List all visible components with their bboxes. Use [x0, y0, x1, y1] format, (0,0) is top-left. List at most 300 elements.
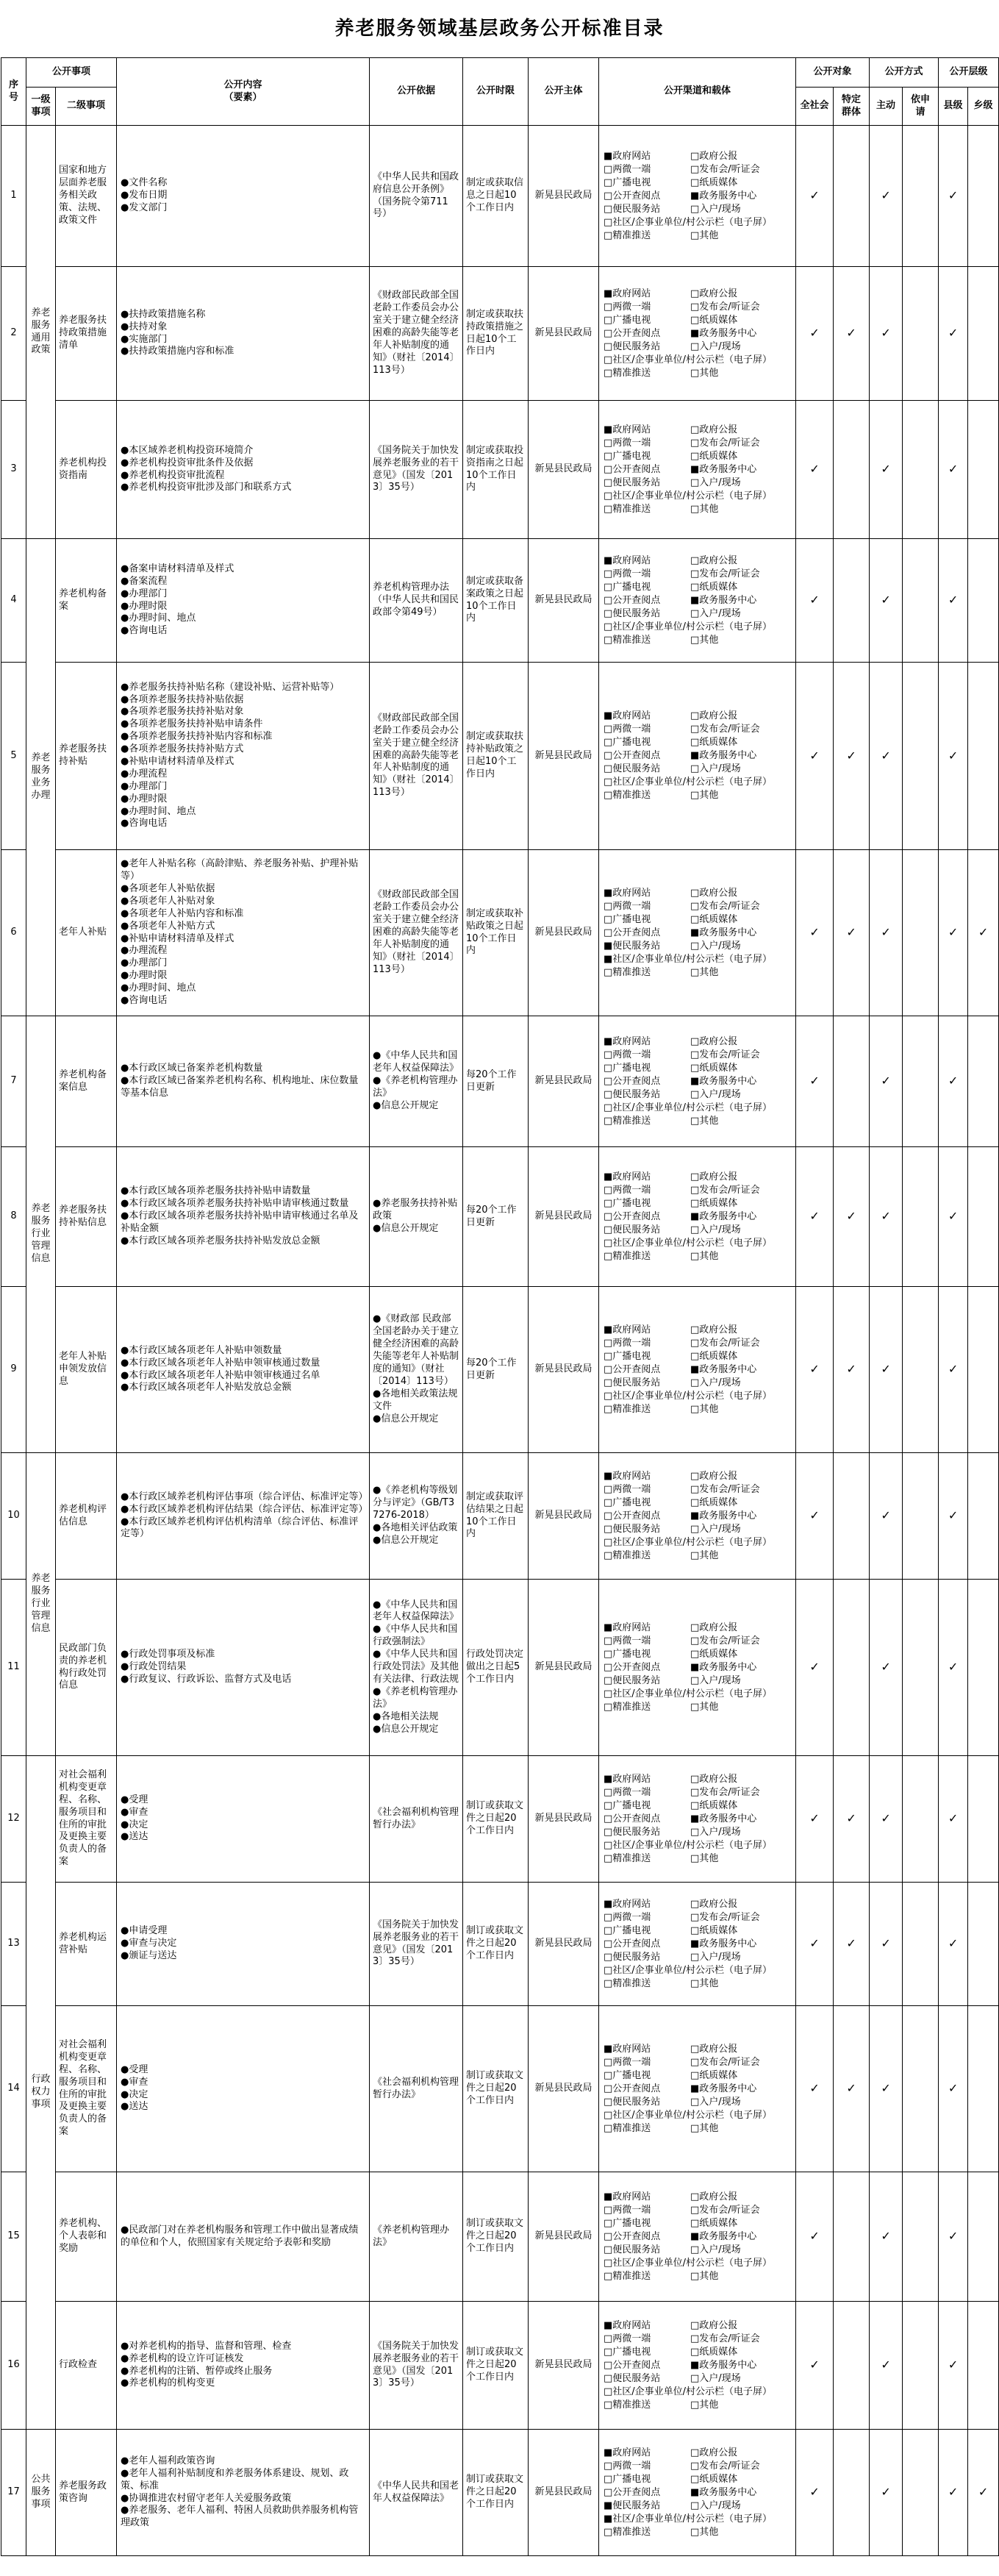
channel-option: □其他: [690, 1250, 719, 1262]
check-on-request: [903, 1580, 939, 1756]
channel-option: □精准推送: [604, 229, 651, 241]
content-element: ●扶持政策措施名称: [121, 308, 206, 320]
channel-option: □政府公报: [690, 2043, 738, 2055]
channel-option: □纸质媒体: [690, 737, 738, 748]
check-township: [968, 401, 999, 539]
content-element: ●本行政区域养老机构评估事项（综合评估、标准评定等）: [121, 1491, 368, 1502]
channel-option: □精准推送: [604, 2270, 651, 2282]
channel-option: □纸质媒体: [690, 1496, 738, 1508]
channel-option: □精准推送: [604, 2526, 651, 2538]
content-element: ●决定: [121, 2088, 148, 2100]
content-element: ●本行政区域各项老年人补贴申领审核通过数量: [121, 1357, 321, 1369]
check-specific-group: ✓: [834, 1287, 870, 1453]
content-element: ●备案流程: [121, 575, 168, 587]
channel-option: □纸质媒体: [690, 581, 738, 593]
content-element: ●实施部门: [121, 333, 168, 345]
channel-option: □政府公报: [690, 1470, 738, 1482]
basis-item: 《国务院关于加快发展养老服务业的若干意见》（国发〔2013〕35号）: [373, 2340, 459, 2389]
channel-option: ■便民服务站: [604, 940, 661, 952]
channel-option: □两微一端: [604, 2056, 651, 2068]
channel-option: □其他: [690, 1977, 719, 1989]
channel-option: □入户/现场: [690, 940, 741, 952]
check-active: ✓: [870, 126, 903, 267]
content-element: ●老年人福利补贴制度和养老服务体系建设、规划、政策、标准: [121, 2467, 349, 2491]
check-county: ✓: [939, 1883, 968, 2006]
channel-option: □便民服务站: [604, 340, 661, 352]
row-index: 5: [1, 663, 26, 850]
content-element: ●办理时限: [121, 600, 168, 612]
channel-list: [599, 2172, 796, 2302]
channel-option: □两微一端: [604, 2204, 651, 2216]
disclosure-basis: [370, 126, 463, 267]
table-row: [1, 267, 999, 401]
level2-item: 对社会福利机构变更章程、名称、服务项目和住所的审批及更换主要负责人的备案: [56, 2006, 117, 2172]
channel-option: ■政务服务中心: [690, 1510, 757, 1521]
channel-option: □便民服务站: [604, 1951, 661, 1963]
time-limit: 每20个工作日更新: [463, 1287, 529, 1453]
header-basis: 公开依据: [370, 58, 463, 126]
channel-option: □其他: [690, 2526, 719, 2538]
channel-list: [599, 1580, 796, 1756]
channel-option: □精准推送: [604, 1549, 651, 1561]
time-limit: 每20个工作日更新: [463, 1016, 529, 1147]
content-element: ●本行政区域养老机构评估结果（综合评估、标准评定等）: [121, 1503, 368, 1515]
content-element: ●行政处罚事项及标准: [121, 1649, 215, 1660]
check-on-request: [903, 2430, 939, 2556]
check-county: ✓: [939, 267, 968, 401]
content-element: ●养老服务、老年人福利、特困人员救助供养服务机构管理政策: [121, 2505, 359, 2529]
channel-option: ■社区/企事业单位/村公示栏（电子屏）: [604, 953, 773, 965]
level2-item: 老年人补贴申领发放信息: [56, 1287, 117, 1453]
channel-option: □政府公报: [690, 2447, 738, 2458]
level2-item: 养老服务扶持政策措施清单: [56, 267, 117, 401]
channel-option: □发布会/听证会: [690, 2056, 760, 2068]
content-element: ●送达: [121, 2101, 148, 2113]
channel-option: □公开查阅点: [604, 2083, 661, 2094]
content-element: ●行政处罚结果: [121, 1661, 187, 1673]
check-on-request: [903, 2302, 939, 2430]
channel-option: ■社区/企事业单位/村公示栏（电子屏）: [604, 2513, 773, 2525]
content-element: ●本行政区域各项老年人补贴申领数量: [121, 1344, 282, 1356]
row-index: 16: [1, 2302, 26, 2430]
channel-option: □入户/现场: [690, 1224, 741, 1235]
channel-option: □入户/现场: [690, 2244, 741, 2255]
disclosure-subject: 新晃县民政局: [529, 2172, 599, 2302]
content-element: ●各项养老服务扶持补贴申请条件: [121, 718, 263, 730]
channel-grid: [604, 2191, 791, 2283]
basis-item: ●信息公开规定: [373, 1723, 439, 1735]
basis-item: 《财政部民政部全国老龄工作委员会办公室关于建立健全经济困难的高龄失能等老年人补贴制度的通知》（财社〔2014〕113号）: [373, 889, 459, 975]
check-specific-group: [834, 126, 870, 267]
disclosure-subject: 新晃县民政局: [529, 1756, 599, 1883]
content-element: ●养老机构投资审批涉及部门和联系方式: [121, 482, 292, 493]
content-elements: [117, 1883, 370, 2006]
check-specific-group: [834, 1580, 870, 1756]
content-element: ●本行政区域养老机构评估机构清单（综合评估、标准评定等）: [121, 1516, 359, 1540]
check-active: ✓: [870, 1883, 903, 2006]
time-limit: 制定或获取信息之日起10个工作日内: [463, 126, 529, 267]
channel-option: □广播电视: [604, 1062, 651, 1074]
check-township: [968, 1147, 999, 1287]
disclosure-subject: 新晃县民政局: [529, 2006, 599, 2172]
channel-option: ■政务服务中心: [690, 1363, 757, 1375]
content-element: ●本行政区域各项养老服务扶持补贴申请审核通过名单及补贴金额: [121, 1210, 359, 1234]
level1-item: 养老服务通用政策: [26, 126, 56, 539]
disclosure-basis: [370, 401, 463, 539]
check-county: ✓: [939, 2006, 968, 2172]
check-on-request: [903, 1016, 939, 1147]
channel-option: □广播电视: [604, 2346, 651, 2358]
channel-option: □两微一端: [604, 2333, 651, 2344]
channel-option: □公开查阅点: [604, 1661, 661, 1673]
channel-option: □政府公报: [690, 150, 738, 162]
channel-option: □政府公报: [690, 1171, 738, 1182]
disclosure-subject: 新晃县民政局: [529, 126, 599, 267]
row-index: 7: [1, 1016, 26, 1147]
channel-option: ■政务服务中心: [690, 927, 757, 938]
channel-option: □公开查阅点: [604, 327, 661, 339]
content-element: ●补贴申请材料清单及样式: [121, 756, 234, 767]
check-on-request: [903, 267, 939, 401]
channel-option: □入户/现场: [690, 1523, 741, 1535]
header-level-township: 乡级: [968, 88, 999, 126]
content-element: ●本行政区域各项老年人补贴发放总金额: [121, 1382, 292, 1394]
disclosure-subject: 新晃县民政局: [529, 1016, 599, 1147]
check-on-request: [903, 2006, 939, 2172]
basis-item: 《中华人民共和国政府信息公开条例》（国务院令第711号）: [373, 171, 459, 220]
channel-option: □发布会/听证会: [690, 724, 760, 735]
disclosure-subject: 新晃县民政局: [529, 401, 599, 539]
channel-grid: [604, 1171, 791, 1263]
channel-option: □社区/企事业单位/村公示栏（电子屏）: [604, 2257, 773, 2269]
channel-option: □便民服务站: [604, 2096, 661, 2108]
content-element: ●受理: [121, 1794, 148, 1805]
basis-item: ●各地相关评估政策: [373, 1521, 458, 1533]
disclosure-subject: 新晃县民政局: [529, 663, 599, 850]
content-element: ●协调推进农村留守老年人关爱服务政策: [121, 2492, 292, 2504]
channel-option: □便民服务站: [604, 1224, 661, 1235]
channel-option: ■政府网站: [604, 2319, 651, 2331]
level2-item: 国家和地方层面养老服务相关政策、法规、政策文件: [56, 126, 117, 267]
channel-option: □公开查阅点: [604, 750, 661, 761]
level2-item: 对社会福利机构变更章程、名称、服务项目和住所的审批及更换主要负责人的备案: [56, 1756, 117, 1883]
content-element: ●养老机构投资审批条件及依据: [121, 457, 254, 468]
check-all-society: ✓: [796, 267, 834, 401]
channel-option: □精准推送: [604, 790, 651, 801]
table-row: [1, 2172, 999, 2302]
channel-option: ■政府网站: [604, 1171, 651, 1182]
channel-option: ■政务服务中心: [690, 1210, 757, 1222]
channel-option: ■便民服务站: [604, 2500, 661, 2511]
channel-option: □公开查阅点: [604, 1938, 661, 1949]
channel-option: □公开查阅点: [604, 190, 661, 201]
channel-option: □入户/现场: [690, 1826, 741, 1838]
channel-list: [599, 850, 796, 1016]
channel-option: □广播电视: [604, 2069, 651, 2081]
check-all-society: ✓: [796, 1883, 834, 2006]
content-element: ●老年人补贴名称（高龄津贴、养老服务补贴、护理补贴等）: [121, 858, 359, 882]
check-township: ✓: [968, 2430, 999, 2556]
check-township: [968, 1580, 999, 1756]
channel-option: □其他: [690, 634, 719, 646]
channel-option: □社区/企事业单位/村公示栏（电子屏）: [604, 1964, 773, 1976]
content-element: ●各项老年人补贴内容和标准: [121, 907, 244, 919]
level2-item: 养老机构运营补贴: [56, 1883, 117, 2006]
time-limit: 制定或获取补贴政策之日起10个工作日内: [463, 850, 529, 1016]
check-county: ✓: [939, 1756, 968, 1883]
channel-option: □纸质媒体: [690, 176, 738, 188]
content-element: ●本行政区域各项老年人补贴申领审核通过名单: [121, 1369, 321, 1381]
content-elements: [117, 267, 370, 401]
header-item: 公开事项: [26, 58, 117, 88]
channel-option: ■政务服务中心: [690, 1813, 757, 1824]
channel-option: □纸质媒体: [690, 1197, 738, 1209]
content-elements: [117, 2172, 370, 2302]
channel-option: □精准推送: [604, 1115, 651, 1127]
basis-item: ●各地相关法规: [373, 1710, 439, 1722]
disclosure-basis: [370, 2172, 463, 2302]
channel-option: □社区/企事业单位/村公示栏（电子屏）: [604, 777, 773, 788]
check-county: ✓: [939, 1287, 968, 1453]
channel-option: □公开查阅点: [604, 2359, 661, 2371]
channel-option: □两微一端: [604, 568, 651, 579]
basis-item: ●《财政部 民政部 全国老龄办关于建立健全经济困难的高龄 失能等老年人补贴制度的通知》（财社〔2014〕113号）: [373, 1313, 459, 1387]
channel-option: □广播电视: [604, 450, 651, 462]
channel-option: □公开查阅点: [604, 2486, 661, 2498]
channel-grid: [604, 2447, 791, 2539]
channel-option: □精准推送: [604, 966, 651, 978]
check-on-request: [903, 401, 939, 539]
header-audience-specific: 特定群体: [834, 88, 870, 126]
check-township: [968, 1016, 999, 1147]
channel-option: □公开查阅点: [604, 1075, 661, 1087]
channel-grid: [604, 1324, 791, 1416]
content-element: ●办理时间、地点: [121, 982, 196, 994]
basis-item: 《社会福利机构管理暂行办法》: [373, 1806, 459, 1830]
level2-item: 民政部门负责的养老机构行政处罚信息: [56, 1580, 117, 1756]
check-specific-group: [834, 2302, 870, 2430]
channel-option: □政府公报: [690, 554, 738, 566]
channel-grid: [604, 1470, 791, 1563]
channel-option: ■政府网站: [604, 1324, 651, 1335]
channel-option: □公开查阅点: [604, 1363, 661, 1375]
channel-option: □社区/企事业单位/村公示栏（电子屏）: [604, 490, 773, 502]
channel-grid: [604, 1898, 791, 1991]
channel-option: □社区/企事业单位/村公示栏（电子屏）: [604, 1237, 773, 1249]
basis-item: ●《养老机构等级划分与评定》（GB/T37276-2018）: [373, 1485, 458, 1521]
check-township: [968, 1883, 999, 2006]
header-audience-all: 全社会: [796, 88, 834, 126]
check-on-request: [903, 1287, 939, 1453]
channel-option: □入户/现场: [690, 340, 741, 352]
table-row: [1, 663, 999, 850]
check-township: [968, 2172, 999, 2302]
catalog-table: [1, 57, 999, 2556]
disclosure-subject: 新晃县民政局: [529, 539, 599, 663]
check-specific-group: [834, 2172, 870, 2302]
channel-option: □便民服务站: [604, 1674, 661, 1686]
channel-grid: [604, 2319, 791, 2412]
channel-option: □社区/企事业单位/村公示栏（电子屏）: [604, 1536, 773, 1548]
check-active: ✓: [870, 267, 903, 401]
basis-item: ●信息公开规定: [373, 1099, 439, 1111]
channel-grid: [604, 1035, 791, 1128]
time-limit: 制定或获取备案政策之日起10个工作日内: [463, 539, 529, 663]
channel-option: □纸质媒体: [690, 314, 738, 326]
content-element: ●养老机构的机构变更: [121, 2377, 215, 2389]
check-active: ✓: [870, 401, 903, 539]
check-active: ✓: [870, 1580, 903, 1756]
row-index: 2: [1, 267, 26, 401]
channel-option: □政府公报: [690, 1773, 738, 1785]
channel-option: □发布会/听证会: [690, 1049, 760, 1060]
channel-list: [599, 401, 796, 539]
channel-option: □发布会/听证会: [690, 2460, 760, 2472]
basis-item: ●信息公开规定: [373, 1222, 439, 1234]
channel-option: □精准推送: [604, 367, 651, 379]
disclosure-subject: 新晃县民政局: [529, 1147, 599, 1287]
level1-item: 行政权力事项: [26, 1756, 56, 2430]
time-limit: 每20个工作日更新: [463, 1147, 529, 1287]
content-element: ●办理时间、地点: [121, 613, 196, 624]
channel-option: □精准推送: [604, 634, 651, 646]
check-township: [968, 1756, 999, 1883]
disclosure-subject: 新晃县民政局: [529, 2302, 599, 2430]
row-index: 6: [1, 850, 26, 1016]
channel-option: □便民服务站: [604, 477, 661, 488]
channel-option: □发布会/听证会: [690, 568, 760, 579]
check-all-society: ✓: [796, 2302, 834, 2430]
channel-option: □纸质媒体: [690, 2346, 738, 2358]
basis-item: ●《养老机构管理办法》: [373, 1075, 458, 1099]
channel-list: [599, 1147, 796, 1287]
header-subject: 公开主体: [529, 58, 599, 126]
level2-item: 老年人补贴: [56, 850, 117, 1016]
channel-option: □其他: [690, 1403, 719, 1415]
channel-option: □其他: [690, 966, 719, 978]
check-active: ✓: [870, 2302, 903, 2430]
basis-item: 《国务院关于加快发展养老服务业的若干意见》（国发〔2013〕35号）: [373, 1919, 459, 1968]
header-time-limit: 公开时限: [463, 58, 529, 126]
table-row: [1, 1580, 999, 1756]
channel-option: □发布会/听证会: [690, 437, 760, 449]
check-on-request: [903, 2172, 939, 2302]
content-element: ●受理: [121, 2063, 148, 2075]
channel-option: □广播电视: [604, 913, 651, 925]
channel-list: [599, 1883, 796, 2006]
channel-grid: [604, 554, 791, 647]
channel-option: ■政府网站: [604, 150, 651, 162]
basis-item: 《养老机构管理办法》: [373, 2224, 450, 2248]
channel-option: □政府公报: [690, 1898, 738, 1910]
row-index: 17: [1, 2430, 26, 2556]
header-mode-active: 主动: [870, 88, 903, 126]
disclosure-basis: [370, 1756, 463, 1883]
channel-option: □精准推送: [604, 1852, 651, 1864]
content-element: ●决定: [121, 1819, 148, 1830]
basis-item: 《中华人民共和国老年人权益保障法》: [373, 2480, 459, 2504]
channel-option: □两微一端: [604, 163, 651, 175]
channel-option: □便民服务站: [604, 1088, 661, 1100]
check-active: ✓: [870, 1147, 903, 1287]
check-specific-group: [834, 1016, 870, 1147]
channel-option: □两微一端: [604, 900, 651, 912]
check-county: ✓: [939, 1453, 968, 1580]
time-limit: 制订或获取文件之日起20个工作日内: [463, 2302, 529, 2430]
channel-list: [599, 539, 796, 663]
channel-option: □其他: [690, 2122, 719, 2134]
table-row: [1, 1883, 999, 2006]
channel-option: □广播电视: [604, 1350, 651, 1362]
time-limit: 制订或获取文件之日起20个工作日内: [463, 2172, 529, 2302]
header-audience: 公开对象: [796, 58, 870, 88]
channel-option: □两微一端: [604, 1049, 651, 1060]
channel-option: □公开查阅点: [604, 1510, 661, 1521]
channel-list: [599, 1453, 796, 1580]
channel-option: □社区/企事业单位/村公示栏（电子屏）: [604, 2109, 773, 2121]
channel-option: □发布会/听证会: [690, 1911, 760, 1923]
channel-option: □政府公报: [690, 288, 738, 299]
check-active: ✓: [870, 2172, 903, 2302]
channel-option: ■政府网站: [604, 2191, 651, 2202]
channel-option: □入户/现场: [690, 2372, 741, 2384]
check-on-request: [903, 539, 939, 663]
disclosure-basis: [370, 1453, 463, 1580]
channel-option: □其他: [690, 229, 719, 241]
basis-item: ●《养老机构管理办法》: [373, 1685, 458, 1710]
basis-item: 《社会福利机构管理暂行办法》: [373, 2076, 459, 2100]
row-index: 14: [1, 2006, 26, 2172]
content-element: ●各项养老服务扶持补贴方式: [121, 743, 244, 755]
check-county: ✓: [939, 1147, 968, 1287]
check-all-society: ✓: [796, 126, 834, 267]
channel-option: ■政府网站: [604, 2043, 651, 2055]
channel-option: ■政务服务中心: [690, 1075, 757, 1087]
channel-option: □发布会/听证会: [690, 163, 760, 175]
check-active: ✓: [870, 850, 903, 1016]
content-element: ●本行政区域各项养老服务扶持补贴发放总金额: [121, 1235, 321, 1246]
channel-option: □两微一端: [604, 1483, 651, 1495]
channel-option: □纸质媒体: [690, 1648, 738, 1660]
check-active: ✓: [870, 1756, 903, 1883]
check-specific-group: ✓: [834, 1883, 870, 2006]
check-specific-group: ✓: [834, 1147, 870, 1287]
check-all-society: ✓: [796, 1756, 834, 1883]
disclosure-subject: 新晃县民政局: [529, 2430, 599, 2556]
content-element: ●本行政区域各项养老服务扶持补贴申请数量: [121, 1185, 311, 1197]
check-county: ✓: [939, 850, 968, 1016]
disclosure-basis: [370, 1147, 463, 1287]
channel-option: □社区/企事业单位/村公示栏（电子屏）: [604, 1390, 773, 1402]
disclosure-basis: [370, 1580, 463, 1756]
check-on-request: [903, 126, 939, 267]
content-element: ●养老机构的注销、暂停或终止服务: [121, 2365, 273, 2377]
channel-option: □政府公报: [690, 2191, 738, 2202]
table-row: [1, 126, 999, 267]
content-element: ●办理流程: [121, 768, 168, 779]
level2-item: 养老机构投资指南: [56, 401, 117, 539]
channel-option: □广播电视: [604, 2217, 651, 2229]
content-element: ●颁证与送达: [121, 1949, 177, 1961]
check-all-society: ✓: [796, 2172, 834, 2302]
channel-option: □精准推送: [604, 2122, 651, 2134]
time-limit: 制定或获取扶持政策措施之日起10个工作日内: [463, 267, 529, 401]
channel-option: □其他: [690, 1549, 719, 1561]
disclosure-basis: [370, 663, 463, 850]
channel-option: ■政务服务中心: [690, 750, 757, 761]
content-element: ●各项老年人补贴对象: [121, 895, 215, 907]
channel-option: □入户/现场: [690, 763, 741, 774]
